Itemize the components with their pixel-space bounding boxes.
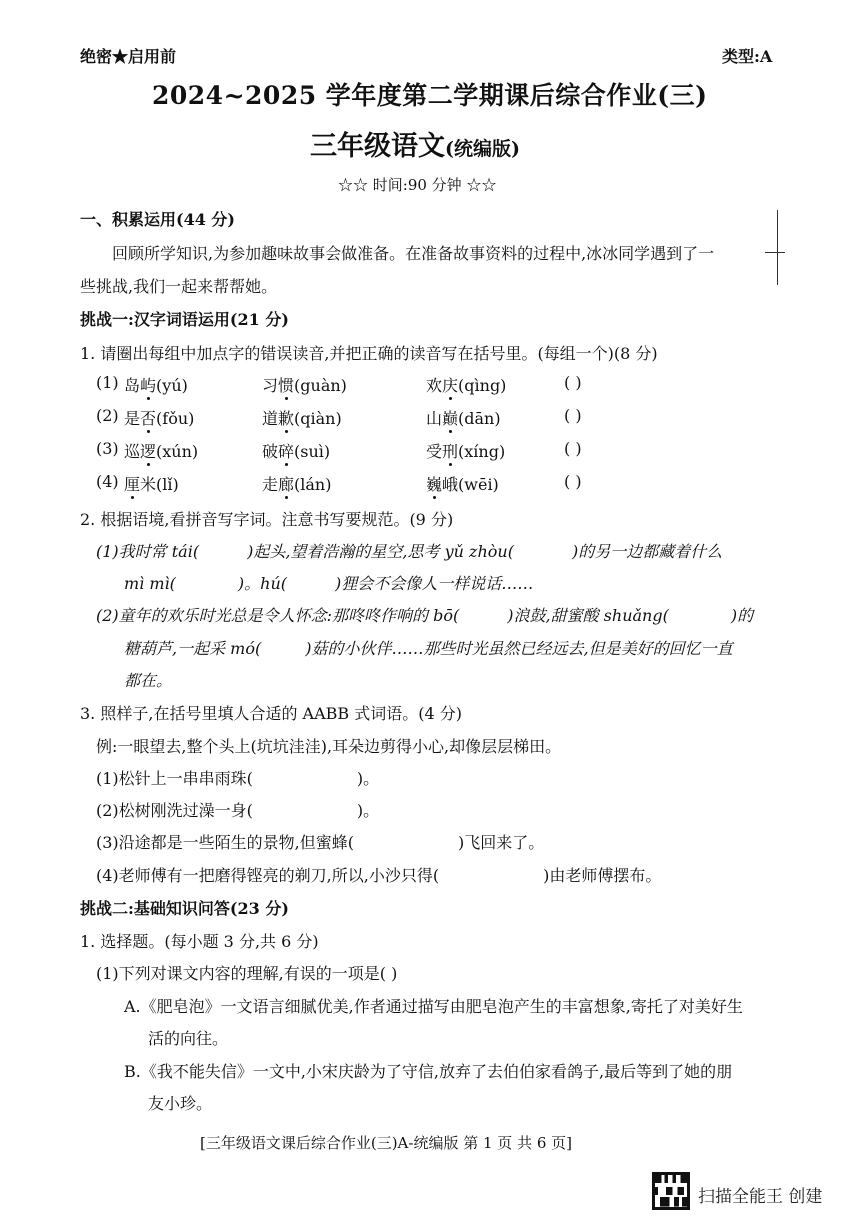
text: )飞回来了。 <box>458 833 545 852</box>
text: (3)沿途都是一些陌生的景物,但蜜蜂( <box>96 833 354 852</box>
text: (2)童年的欢乐时光总是令人怀念:那咚咚作响的 bō( <box>96 606 460 625</box>
secret-label: 绝密★启用前 <box>80 47 177 66</box>
q3-item-2 <box>96 798 379 821</box>
time-limit: ☆☆ 时间:90 分钟 ☆☆ <box>338 176 497 194</box>
row-number: (4) <box>96 472 119 491</box>
intro-line-2: 些挑战,我们一起来帮帮她。 <box>80 277 278 296</box>
page-title: 2024~2025 学年度第二学期课后综合作业(三) <box>152 81 708 110</box>
q2-line-4 <box>124 636 733 659</box>
qr-code-icon <box>652 1172 690 1210</box>
row-number: (3) <box>96 439 119 458</box>
q3-item-1 <box>96 766 379 789</box>
q2-line-5: 都在。 <box>124 671 173 690</box>
word-2: 走廊(lán) <box>262 475 332 494</box>
answer-blank[interactable]: ( ) <box>564 373 582 392</box>
word-1: 是否(fǒu) <box>124 409 195 428</box>
word-2: 习惯(guàn) <box>262 376 347 395</box>
q1-stem: 1. 请圈出每组中加点字的错误读音,并把正确的读音写在括号里。(每组一个)(8 分) <box>80 344 658 363</box>
q3-example: 例:一眼望去,整个头上(坑坑洼洼),耳朵边剪得小心,却像层层梯田。 <box>96 737 562 756</box>
row-number: (1) <box>96 373 119 392</box>
q3-item-3 <box>96 830 544 853</box>
text: (4)老师傅有一把磨得铿亮的剃刀,所以,小沙只得( <box>96 866 440 885</box>
text: )由老师傅摆布。 <box>543 866 662 885</box>
answer-blank[interactable]: ( ) <box>564 439 582 458</box>
q3-stem: 3. 照样子,在括号里填人合适的 AABB 式词语。(4 分) <box>80 704 462 723</box>
q2-line-3 <box>96 603 753 626</box>
text: )。 <box>356 769 380 788</box>
page-footer: [三年级语文课后综合作业(三)A-统编版 第 1 页 共 6 页] <box>200 1134 573 1152</box>
answer-blank[interactable]: ( ) <box>564 472 582 491</box>
challenge2-heading: 挑战二:基础知识问答(23 分) <box>80 899 289 918</box>
text: )。hú( <box>237 574 288 593</box>
text: )起头,望着浩瀚的星空,思考 yǔ zhòu( <box>247 542 514 561</box>
word-3: 山巅(dān) <box>426 409 501 428</box>
text: )。 <box>356 801 380 820</box>
text: mì mì( <box>124 574 176 593</box>
margin-rule <box>777 210 778 285</box>
type-label: 类型:A <box>722 47 773 66</box>
text: 糖葫芦,一起采 mó( <box>124 639 262 658</box>
answer-blank[interactable]: ( ) <box>564 406 582 425</box>
text: )浪鼓,甜蜜酸 shuǎng( <box>507 606 669 625</box>
subject-title <box>310 124 520 163</box>
edition-label: (统编版) <box>445 138 520 160</box>
word-1: 巡逻(xún) <box>124 442 199 461</box>
row-number: (2) <box>96 406 119 425</box>
option-b-line-2: 友小珍。 <box>148 1094 213 1113</box>
q2-stem: 2. 根据语境,看拼音写字词。注意书写要规范。(9 分) <box>80 510 454 529</box>
word-3: 受刑(xíng) <box>426 442 506 461</box>
q2-line-2 <box>124 571 533 594</box>
challenge1-heading: 挑战一:汉字词语运用(21 分) <box>80 310 289 329</box>
section-heading: 一、积累运用(44 分) <box>80 210 235 229</box>
word-3: 欢庆(qìng) <box>426 376 507 395</box>
margin-tick <box>765 252 785 253</box>
text: (1)松针上一串串雨珠( <box>96 769 253 788</box>
word-3: 巍峨(wēi) <box>426 475 499 494</box>
q2-line-1 <box>96 539 722 562</box>
word-2: 道歉(qiàn) <box>262 409 342 428</box>
q1-choice-stem: 1. 选择题。(每小题 3 分,共 6 分) <box>80 932 319 951</box>
q3-item-4 <box>96 863 661 886</box>
subject-name: 三年级语文 <box>310 131 445 162</box>
text: (1)我时常 tái( <box>96 542 200 561</box>
q1-1-question: (1)下列对课文内容的理解,有误的一项是( ) <box>96 964 398 983</box>
scanner-watermark: 扫描全能王 创建 <box>698 1187 823 1207</box>
text: )的 <box>730 606 754 625</box>
word-2: 破碎(suì) <box>262 442 331 461</box>
option-a-line-2: 活的向往。 <box>148 1029 229 1048</box>
word-1: 岛屿(yú) <box>124 376 188 395</box>
text: )的另一边都藏着什么 <box>571 542 723 561</box>
text: )菇的小伙伴……那些时光虽然已经远去,但是美好的回忆一直 <box>305 639 733 658</box>
intro-line-1: 回顾所学知识,为参加趣味故事会做准备。在准备故事资料的过程中,冰冰同学遇到了一 <box>112 244 715 263</box>
text: )狸会不会像人一样说话…… <box>335 574 534 593</box>
text: (2)松树刚洗过澡一身( <box>96 801 253 820</box>
option-b-line-1: B.《我不能失信》一文中,小宋庆龄为了守信,放弃了去伯伯家看鸽子,最后等到了她的朋 <box>124 1062 733 1081</box>
word-1: 厘米(lǐ) <box>124 475 179 494</box>
option-a-line-1: A.《肥皂泡》一文语言细腻优美,作者通过描写由肥皂泡产生的丰富想象,寄托了对美好生 <box>124 997 743 1016</box>
